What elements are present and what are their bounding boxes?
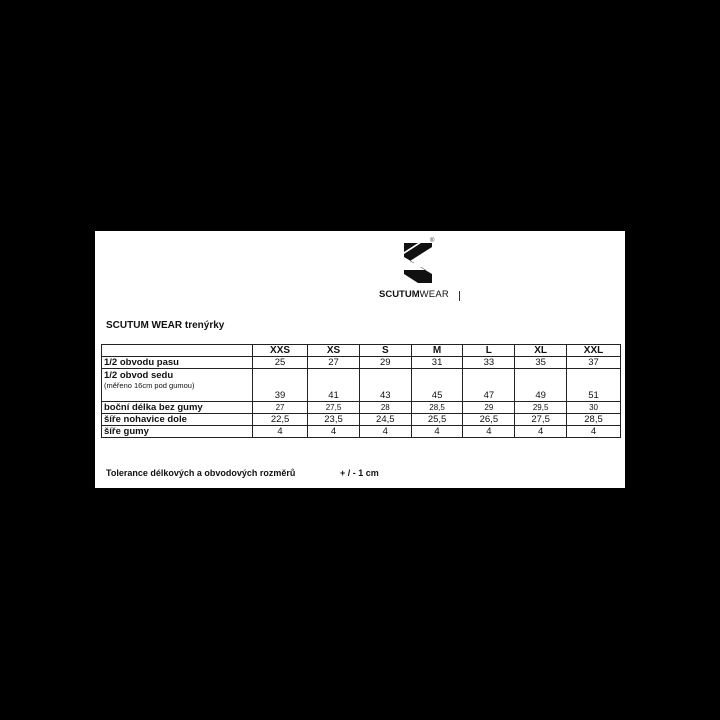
row-label: 1/2 obvodu pasu bbox=[102, 357, 253, 369]
table-cell: 27 bbox=[308, 357, 360, 369]
table-cell: 25,5 bbox=[411, 414, 463, 426]
table-cell: 45 bbox=[411, 369, 463, 402]
table-cell: 25 bbox=[253, 357, 308, 369]
row-sublabel: (měřeno 16cm pod gumou) bbox=[104, 381, 195, 390]
table-row bbox=[102, 402, 621, 414]
table-cell: 28,5 bbox=[411, 402, 463, 414]
table-cell: 4 bbox=[253, 426, 308, 438]
table-cell: 37 bbox=[567, 357, 621, 369]
size-header: XXL bbox=[567, 345, 621, 357]
size-header: S bbox=[359, 345, 411, 357]
table-cell: 4 bbox=[567, 426, 621, 438]
size-header: XL bbox=[515, 345, 567, 357]
table-cell: 27,5 bbox=[515, 414, 567, 426]
table-cell: 35 bbox=[515, 357, 567, 369]
table-cell: 30 bbox=[567, 402, 621, 414]
row-label: šíře gumy bbox=[102, 426, 253, 438]
row-label: šíře nohavice dole bbox=[102, 414, 253, 426]
header-corner bbox=[102, 345, 253, 357]
shield-s-icon bbox=[404, 243, 432, 283]
table-cell: 28 bbox=[359, 402, 411, 414]
table-cell: 41 bbox=[308, 369, 360, 402]
table-cell: 29 bbox=[359, 357, 411, 369]
text-cursor bbox=[459, 291, 460, 301]
table-cell: 22,5 bbox=[253, 414, 308, 426]
size-chart-sheet bbox=[95, 231, 625, 488]
table-cell: 47 bbox=[463, 369, 515, 402]
table-cell: 4 bbox=[515, 426, 567, 438]
table-cell: 49 bbox=[515, 369, 567, 402]
size-header: XXS bbox=[253, 345, 308, 357]
row-label: 1/2 obvod sedu bbox=[104, 370, 174, 381]
size-header-row bbox=[102, 345, 621, 357]
table-cell: 29,5 bbox=[515, 402, 567, 414]
table-cell: 39 bbox=[253, 369, 308, 402]
table-row bbox=[102, 357, 621, 369]
table-cell: 27,5 bbox=[308, 402, 360, 414]
size-table bbox=[101, 344, 621, 438]
table-cell: 43 bbox=[359, 369, 411, 402]
registered-mark: ® bbox=[430, 238, 435, 244]
table-cell: 26,5 bbox=[463, 414, 515, 426]
tolerance-value: + / - 1 cm bbox=[340, 468, 379, 478]
size-header: XS bbox=[308, 345, 360, 357]
brand-wordmark bbox=[379, 289, 449, 300]
brand-bold: SCUTUM bbox=[379, 289, 420, 300]
table-cell: 33 bbox=[463, 357, 515, 369]
table-row bbox=[102, 369, 621, 402]
table-cell: 4 bbox=[463, 426, 515, 438]
table-cell: 27 bbox=[253, 402, 308, 414]
table-cell: 31 bbox=[411, 357, 463, 369]
table-cell: 4 bbox=[308, 426, 360, 438]
table-cell: 4 bbox=[359, 426, 411, 438]
chart-title: SCUTUM WEAR trenýrky bbox=[106, 320, 225, 331]
size-header: L bbox=[463, 345, 515, 357]
table-cell: 29 bbox=[463, 402, 515, 414]
table-row bbox=[102, 426, 621, 438]
table-cell: 24,5 bbox=[359, 414, 411, 426]
row-label-cell bbox=[102, 369, 253, 402]
row-label: boční délka bez gumy bbox=[102, 402, 253, 414]
table-row bbox=[102, 414, 621, 426]
tolerance-label: Tolerance délkových a obvodových rozměrů bbox=[106, 468, 296, 478]
size-header: M bbox=[411, 345, 463, 357]
table-cell: 51 bbox=[567, 369, 621, 402]
table-cell: 28,5 bbox=[567, 414, 621, 426]
table-cell: 23,5 bbox=[308, 414, 360, 426]
table-cell: 4 bbox=[411, 426, 463, 438]
brand-light: WEAR bbox=[419, 289, 449, 300]
